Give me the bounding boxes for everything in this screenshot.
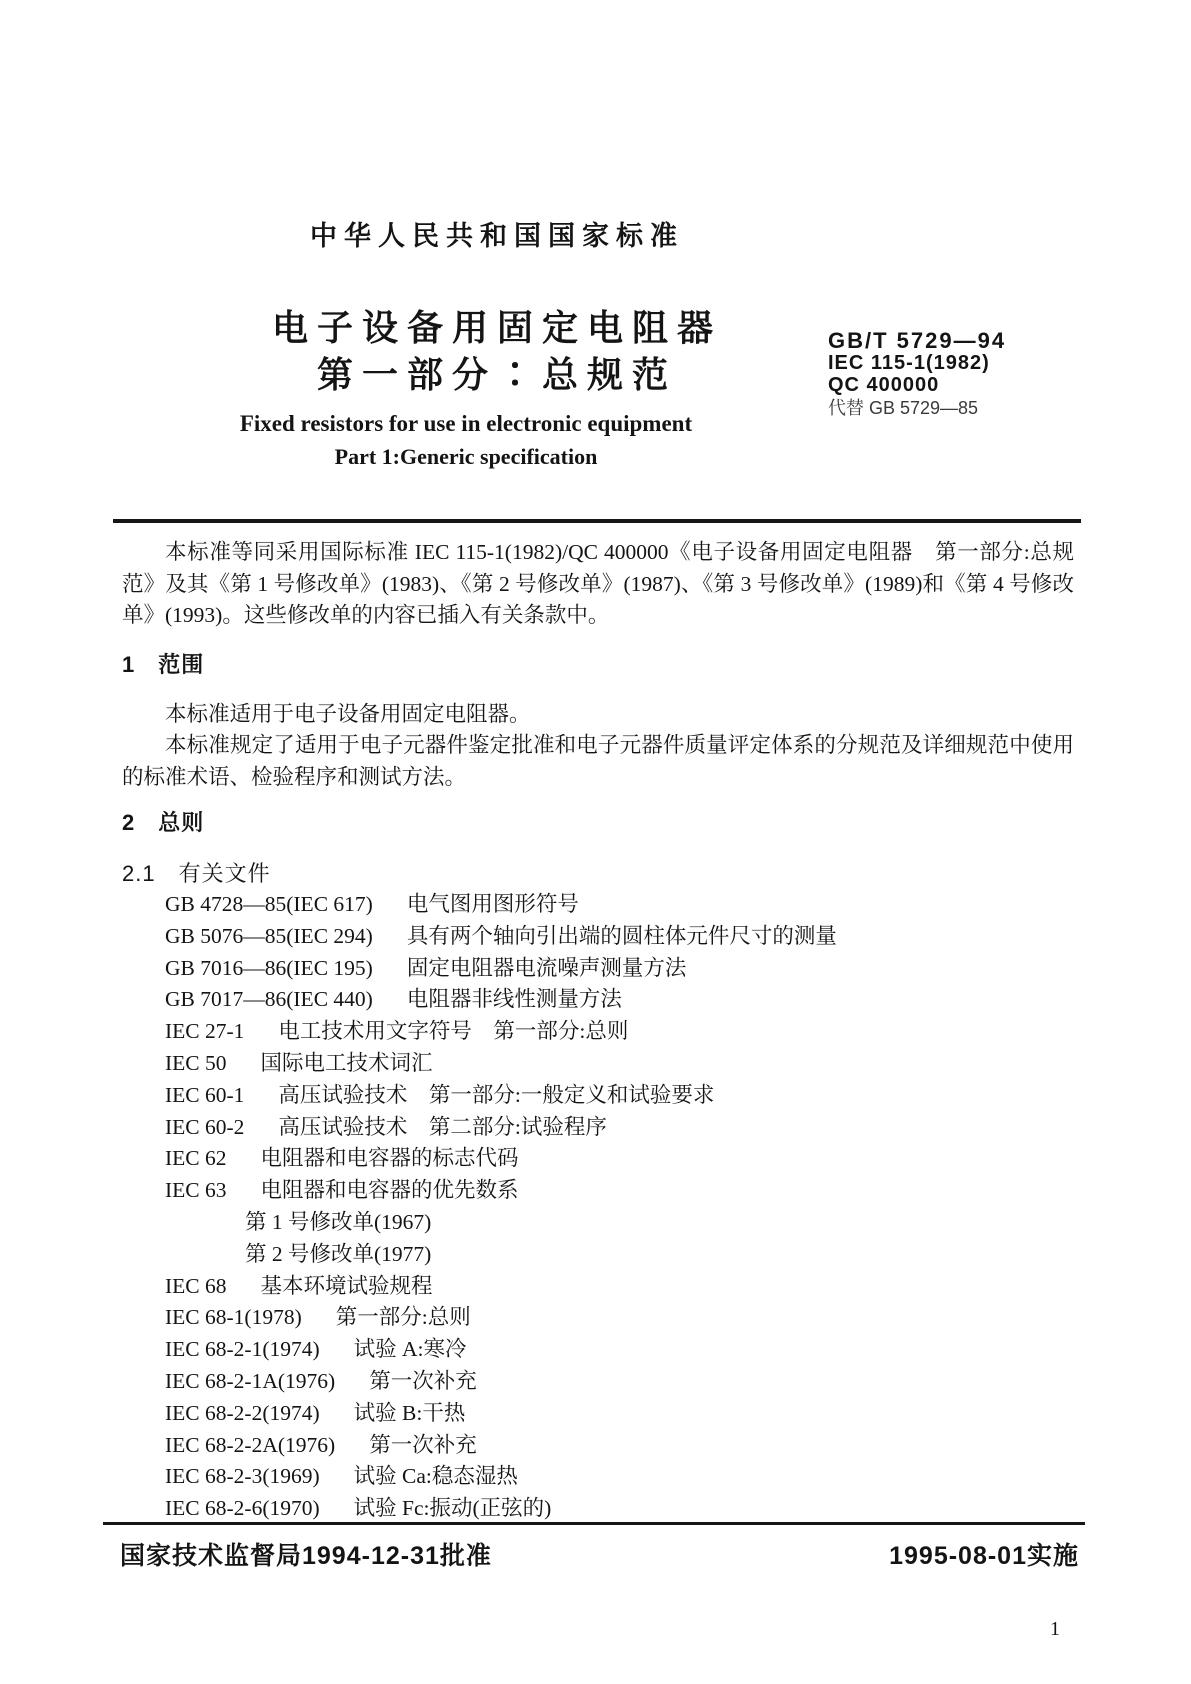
section-1-paragraph-2: 本标准规定了适用于电子元器件鉴定批准和电子元器件质量评定体系的分规范及详细规范中使用的标准术语、检验程序和测试方法。 bbox=[122, 733, 1074, 789]
reference-code: IEC 68-2-3(1969) bbox=[165, 1464, 320, 1489]
reference-code: GB 4728—85(IEC 617) bbox=[165, 892, 373, 916]
section-2-1-heading: 2.1 有关文件 bbox=[122, 861, 271, 886]
reference-title: 国际电工技术词汇 bbox=[260, 1050, 433, 1075]
reference-code: IEC 60-2 bbox=[165, 1114, 245, 1139]
page-number: 1 bbox=[1050, 1618, 1060, 1640]
reference-code: IEC 68-2-2(1974) bbox=[165, 1400, 320, 1425]
reference-title: 试验 Fc:振动(正弦的) bbox=[353, 1496, 552, 1521]
reference-title: 高压试验技术 第一部分:一般定义和试验要求 bbox=[278, 1082, 715, 1107]
national-standard-label: 中华人民共和国国家标准 bbox=[310, 221, 684, 251]
reference-title: 具有两个轴向引出端的圆柱体元件尺寸的测量 bbox=[406, 923, 837, 948]
footer-divider-rule bbox=[103, 1522, 1085, 1525]
standard-number: GB/T 5729—94 bbox=[828, 328, 1007, 353]
reference-list-item bbox=[165, 1175, 1075, 1207]
reference-list-item bbox=[165, 1207, 1075, 1239]
document-title-zh-line1: 电子设备用固定电阻器 bbox=[271, 307, 722, 348]
section-1-heading: 1 范围 bbox=[122, 652, 205, 677]
reference-list-item bbox=[165, 1430, 1075, 1462]
reference-title: 第一次补充 bbox=[369, 1432, 477, 1457]
reference-list-item bbox=[165, 1398, 1075, 1430]
reference-code: IEC 68-2-1(1974) bbox=[165, 1337, 320, 1362]
reference-list-item bbox=[165, 1493, 1075, 1525]
reference-title: 电阻器非线性测量方法 bbox=[406, 987, 622, 1012]
reference-code: GB 5076—85(IEC 294) bbox=[165, 923, 373, 948]
reference-code: GB 7016—86(IEC 195) bbox=[165, 955, 373, 980]
reference-list-item bbox=[165, 1143, 1075, 1175]
document-title-zh-line2: 第一部分∶总规范 bbox=[316, 354, 677, 395]
reference-code: IEC 68-2-1A(1976) bbox=[165, 1368, 336, 1393]
reference-list-item bbox=[165, 984, 1075, 1016]
reference-list-item bbox=[165, 1271, 1075, 1303]
reference-list-item bbox=[165, 1461, 1075, 1493]
reference-code: IEC 62 bbox=[165, 1146, 227, 1171]
reference-list-item bbox=[165, 1239, 1075, 1271]
implementation-statement: 1995-08-01实施 bbox=[889, 1542, 1079, 1570]
reference-list-item bbox=[165, 1366, 1075, 1398]
reference-title: 电阻器和电容器的标志代码 bbox=[260, 1146, 519, 1171]
reference-title: 电气图用图形符号 bbox=[406, 892, 579, 916]
reference-list-item bbox=[165, 1080, 1075, 1112]
section-2-heading: 2 总则 bbox=[122, 810, 205, 835]
reference-code: IEC 68-1(1978) bbox=[165, 1305, 302, 1330]
reference-title: 试验 A:寒冷 bbox=[353, 1337, 467, 1362]
reference-code: IEC 68-2-6(1970) bbox=[165, 1496, 320, 1521]
reference-list-item bbox=[165, 889, 1075, 921]
reference-list-item bbox=[165, 1112, 1075, 1144]
reference-title: 电阻器和电容器的优先数系 bbox=[260, 1178, 519, 1203]
introduction-paragraph: 本标准等同采用国际标准 IEC 115-1(1982)/QC 400000《电子设备用固定电阻器 第一部分:总规范》及其《第 1 号修改单》(1983)、《第 2 号修改单》(1987)、《第 3 号修改单》(1989)和《第 4 号修改单》(1993)。这些修改单的内容已插入有关条款中。 bbox=[122, 540, 1074, 627]
reference-code: GB 7017—86(IEC 440) bbox=[165, 987, 373, 1012]
reference-title: 基本环境试验规程 bbox=[260, 1273, 433, 1298]
reference-list-item bbox=[165, 1334, 1075, 1366]
reference-title: 第一次补充 bbox=[369, 1368, 477, 1393]
reference-list-item bbox=[165, 1016, 1075, 1048]
reference-code: IEC 27-1 bbox=[165, 1019, 245, 1044]
section-1-paragraph-1: 本标准适用于电子设备用固定电阻器。 bbox=[165, 702, 531, 726]
reference-code: IEC 63 bbox=[165, 1178, 227, 1203]
reference-document-list bbox=[165, 889, 1075, 1525]
reference-title: 电工技术用文字符号 第一部分:总则 bbox=[278, 1019, 629, 1044]
iec-reference-number: IEC 115-1(1982) bbox=[828, 352, 990, 374]
standard-code-block bbox=[828, 330, 1108, 419]
reference-code: IEC 68 bbox=[165, 1273, 227, 1298]
reference-title: 第一部分:总则 bbox=[335, 1305, 471, 1330]
qc-reference-number: QC 400000 bbox=[828, 374, 940, 396]
reference-title: 高压试验技术 第二部分:试验程序 bbox=[278, 1114, 607, 1139]
reference-title: 固定电阻器电流噪声测量方法 bbox=[406, 955, 687, 980]
reference-code: IEC 68-2-2A(1976) bbox=[165, 1432, 336, 1457]
reference-code: IEC 60-1 bbox=[165, 1082, 245, 1107]
reference-title: 试验 B:干热 bbox=[353, 1400, 466, 1425]
supersedes-note: 代替 GB 5729—85 bbox=[828, 398, 979, 418]
reference-title: 试验 Ca:稳态湿热 bbox=[353, 1464, 518, 1489]
reference-list-item bbox=[165, 953, 1075, 985]
document-title-en-line1: Fixed resistors for use in electronic equipment bbox=[239, 411, 693, 436]
header-divider-rule bbox=[113, 519, 1081, 523]
document-title-en-line2: Part 1:Generic specification bbox=[334, 444, 598, 469]
reference-list-item bbox=[165, 1048, 1075, 1080]
reference-title: 第 2 号修改单(1977) bbox=[245, 1241, 432, 1266]
approval-statement: 国家技术监督局1994-12-31批准 bbox=[120, 1542, 492, 1570]
reference-code: IEC 50 bbox=[165, 1050, 227, 1075]
reference-list-item bbox=[165, 1302, 1075, 1334]
reference-list-item bbox=[165, 921, 1075, 953]
reference-title: 第 1 号修改单(1967) bbox=[245, 1209, 432, 1234]
